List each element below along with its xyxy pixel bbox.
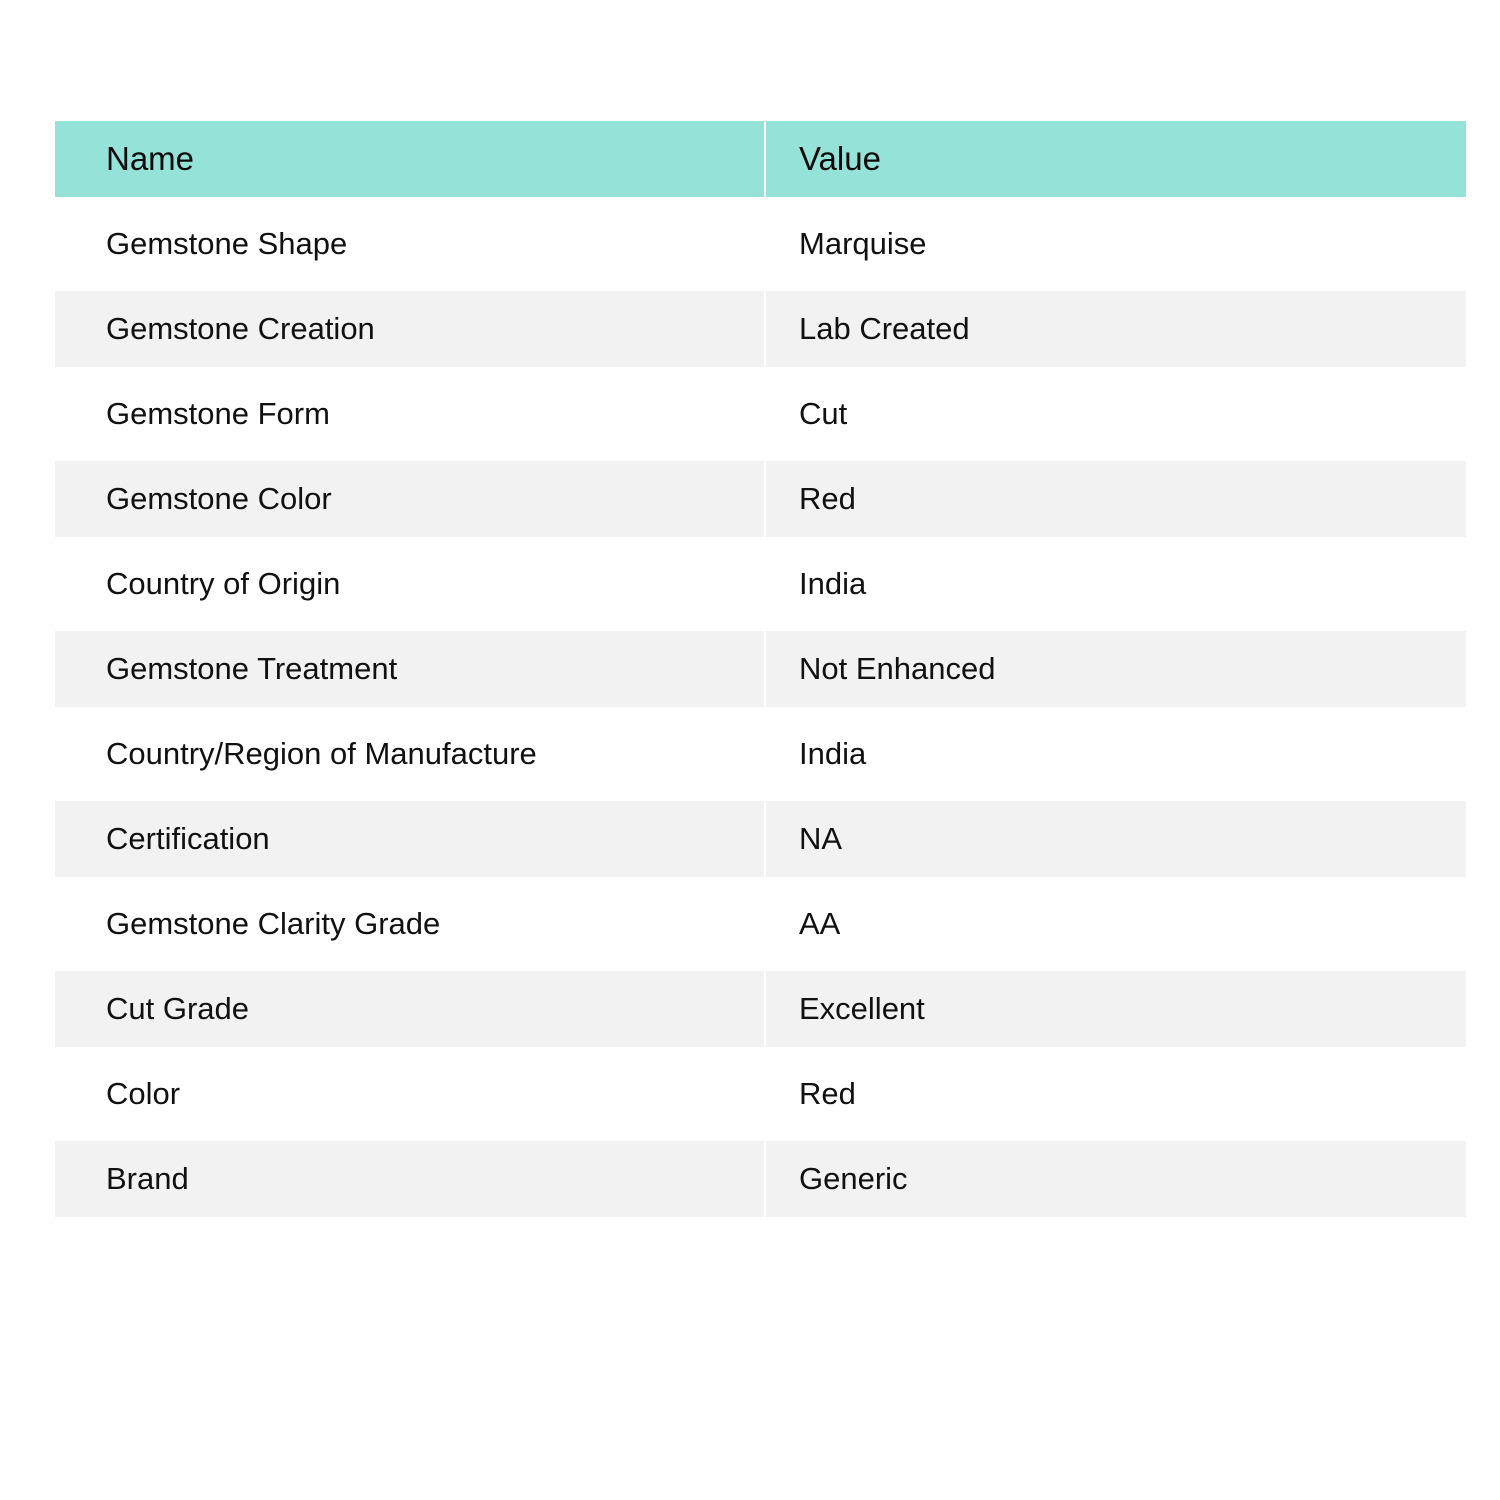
row-value-cell: NA — [766, 801, 1466, 877]
row-name-cell: Gemstone Treatment — [55, 631, 766, 707]
table-row — [55, 801, 1466, 877]
table-row — [55, 631, 1466, 707]
row-name-cell: Gemstone Creation — [55, 291, 766, 367]
row-value-cell: India — [766, 537, 1466, 631]
table-row — [55, 367, 1466, 461]
table-row — [55, 1047, 1466, 1141]
row-value-cell: Red — [766, 461, 1466, 537]
row-value-cell: Generic — [766, 1141, 1466, 1217]
column-header-value: Value — [766, 121, 1466, 197]
row-value-cell: Red — [766, 1047, 1466, 1141]
row-name-cell: Country/Region of Manufacture — [55, 707, 766, 801]
table-row — [55, 197, 1466, 291]
row-name-cell: Gemstone Clarity Grade — [55, 877, 766, 971]
row-value-cell: India — [766, 707, 1466, 801]
table-row — [55, 461, 1466, 537]
table-row — [55, 1141, 1466, 1217]
row-name-cell: Gemstone Form — [55, 367, 766, 461]
row-value-cell: Excellent — [766, 971, 1466, 1047]
item-specifics-table — [55, 121, 1466, 1217]
row-value-cell: Cut — [766, 367, 1466, 461]
column-header-name: Name — [55, 121, 766, 197]
table-row — [55, 877, 1466, 971]
table-row — [55, 707, 1466, 801]
table-row — [55, 291, 1466, 367]
row-name-cell: Country of Origin — [55, 537, 766, 631]
row-name-cell: Gemstone Color — [55, 461, 766, 537]
row-name-cell: Certification — [55, 801, 766, 877]
row-name-cell: Brand — [55, 1141, 766, 1217]
table-row — [55, 537, 1466, 631]
row-value-cell: Marquise — [766, 197, 1466, 291]
table-row — [55, 971, 1466, 1047]
table-header-row — [55, 121, 1466, 197]
row-value-cell: AA — [766, 877, 1466, 971]
row-value-cell: Not Enhanced — [766, 631, 1466, 707]
row-value-cell: Lab Created — [766, 291, 1466, 367]
row-name-cell: Gemstone Shape — [55, 197, 766, 291]
row-name-cell: Cut Grade — [55, 971, 766, 1047]
row-name-cell: Color — [55, 1047, 766, 1141]
